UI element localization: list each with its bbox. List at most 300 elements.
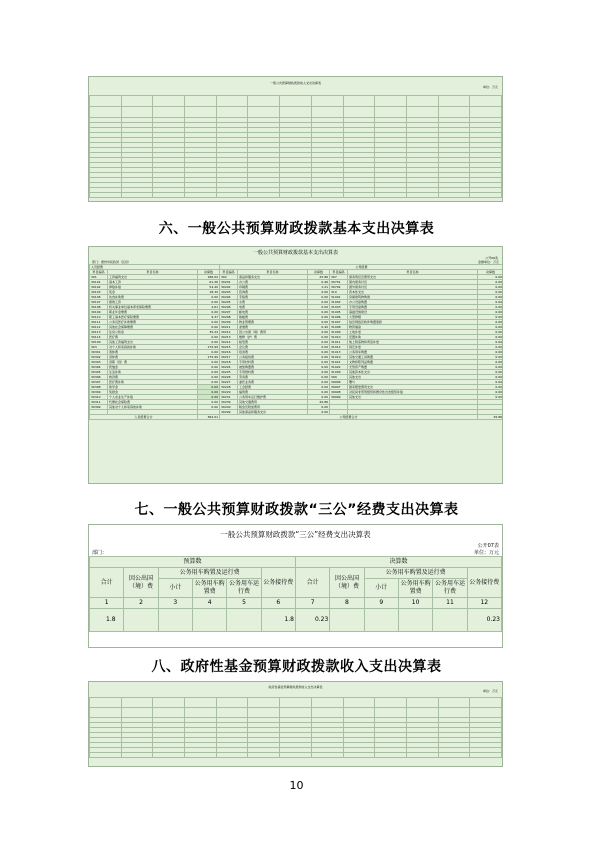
table2-personnel-cell: 公务员医疗补助缴费 <box>108 320 198 325</box>
table2-public-mid-cell: 0.40 <box>308 325 330 330</box>
table2-public-right-cell: 310 <box>330 290 348 295</box>
table2-public-right-cell: 31099 <box>330 370 348 375</box>
table3-col-number: 1 <box>90 598 124 609</box>
table2-personnel-cell: 津贴补贴 <box>108 285 198 290</box>
table2-personnel-cell: 303 <box>90 345 108 350</box>
table2-personnel-cell: 18.30 <box>198 290 220 295</box>
table2-personnel-cell: 30306 <box>90 375 108 380</box>
table2-personnel-cell: 30303 <box>90 360 108 365</box>
table2-public-right-cell: 基础设施建设 <box>348 310 478 315</box>
table2-public-mid-cell: 0.00 <box>308 350 330 355</box>
table2-public-mid-cell: 公务用车运行维护费 <box>238 395 308 400</box>
table2-public-mid-cell: 30239 <box>220 400 238 405</box>
table2-public-right-cell: 31002 <box>330 300 348 305</box>
table3-grid <box>89 556 502 632</box>
table2-public-mid-cell: 税金及附加费用 <box>238 405 308 410</box>
table2-personnel-cell: 30301 <box>90 350 108 355</box>
table2-public-right-cell: 39908 <box>330 390 348 395</box>
table2-public-right-cell: 31012 <box>330 345 348 350</box>
table2-public-mid-cell: 租赁费 <box>238 340 308 345</box>
table2-personnel-cell: 职工基本医疗保险缴费 <box>108 315 198 320</box>
table2-header-cell: 科目名称 <box>348 270 478 275</box>
table3-value-cell: 0.23 <box>295 609 329 632</box>
table3-col-number: 9 <box>364 598 398 609</box>
table2-public-mid-cell: 0.00 <box>308 395 330 400</box>
table2-personnel-cell: 30302 <box>90 355 108 360</box>
section-heading-6: 六、一般公共预算财政拨款基本支出决算表 <box>158 221 435 237</box>
table2-public-mid-cell: 物业管理费 <box>238 320 308 325</box>
table3-col-number: 4 <box>192 598 226 609</box>
table2-public-mid-cell: 其他交通费用 <box>238 400 308 405</box>
table2-public-mid-cell: 0.00 <box>308 405 330 410</box>
table2-public-mid-cell: 30201 <box>220 280 238 285</box>
table2-form-no: 公开06表 <box>485 256 498 260</box>
table3-col-reception: 公务接待费 <box>261 568 295 598</box>
table2-public-mid-cell: 30207 <box>220 310 238 315</box>
table2-public-mid-cell: 0.00 <box>308 385 330 390</box>
table2-public-right-cell: 土地补偿 <box>348 330 478 335</box>
table2-header-cell: 决算数 <box>308 270 330 275</box>
table2-public-mid-cell: 会议费 <box>238 345 308 350</box>
table2-personnel-cell: 基本工资 <box>108 280 198 285</box>
table2-public-mid-cell: 0.00 <box>308 320 330 325</box>
table3-group-budget: 预算数 <box>90 557 296 568</box>
table2-public-mid-cell: 30209 <box>220 320 238 325</box>
table2-public-mid-cell: 0.00 <box>308 370 330 375</box>
table2-public-right-cell: 安置补助 <box>348 335 478 340</box>
table2-personnel-cell: 对个人和家庭的补助 <box>108 345 198 350</box>
table2-personnel-cell: 0.00 <box>198 385 220 390</box>
table2-public-mid-cell: 30216 <box>220 350 238 355</box>
table3-value-cell <box>330 609 364 632</box>
table2-personnel-cell: 30111 <box>90 320 108 325</box>
table2-public-mid-cell: 咨询费 <box>238 290 308 295</box>
table2-personnel-cell: 0.00 <box>198 295 220 300</box>
table2-personnel-cell: 30110 <box>90 315 108 320</box>
table2-public-right-cell: 39906 <box>330 380 348 385</box>
table2-personnel-cell: 0.00 <box>198 365 220 370</box>
section-heading-7: 七、一般公共预算财政拨款“三公”经费支出决算表 <box>134 502 459 518</box>
table2-public-right-cell: 31001 <box>330 295 348 300</box>
table3-col-abroad: 因公出国（境）费 <box>124 568 158 598</box>
table2-public-mid-cell: 0.00 <box>308 345 330 350</box>
table2-public-right-cell: 其他交通工具购置 <box>348 355 478 360</box>
table2-public-mid-cell: 专用材料费 <box>238 360 308 365</box>
table2-public-right-cell: 0.00 <box>478 325 503 330</box>
table2-public-mid-cell: 30205 <box>220 300 238 305</box>
table2-personnel-cell: 救济费 <box>108 375 198 380</box>
table2-personnel-cell: 30102 <box>90 285 108 290</box>
table3-col-vehicle-run-final: 公务用车运行费 <box>433 579 467 598</box>
table2-public-mid-cell: 0.00 <box>308 330 330 335</box>
table2-header-cell: 科目名称 <box>108 270 198 275</box>
table2-public-right-cell: 399 <box>330 375 348 380</box>
table3-col-total: 合计 <box>90 568 124 598</box>
table2-grid <box>89 264 503 420</box>
table3-value-cell <box>433 609 467 632</box>
table2-public-right-cell: 31005 <box>330 310 348 315</box>
table2-personnel-cell: 其他社会保障缴费 <box>108 325 198 330</box>
table2-personnel-cell: 医疗费 <box>108 335 198 340</box>
table3-col-number: 8 <box>330 598 364 609</box>
table2-personnel-cell: 0.00 <box>198 335 220 340</box>
table2-personnel-cell: 助学金 <box>108 385 198 390</box>
table2-personnel-cell: 30310 <box>90 395 108 400</box>
table2-public-mid-cell: 维修（护）费 <box>238 335 308 340</box>
table2-personnel-cell: 35.24 <box>198 330 220 335</box>
table2-personnel-cell: 30109 <box>90 310 108 315</box>
table2-personnel-cell: 0.00 <box>198 390 220 395</box>
table2-public-mid-cell: 20.86 <box>308 400 330 405</box>
table2-public-right-cell: 30702 <box>330 285 348 290</box>
table2-public-mid-cell: 0.00 <box>308 380 330 385</box>
table2-header-cell: 科目名称 <box>238 270 308 275</box>
table2-header-cell: 决算数 <box>198 270 220 275</box>
table3-dept: 部门： <box>92 550 108 556</box>
table3-value-cell: 0.23 <box>467 609 501 632</box>
table2-public-right-cell: 31021 <box>330 360 348 365</box>
table2-public-right-cell: 307 <box>330 275 348 280</box>
table3-col-number: 6 <box>261 598 295 609</box>
table2-public-mid-cell: 0.00 <box>308 305 330 310</box>
table2-personnel-cell: 绩效工资 <box>108 300 198 305</box>
table2-public-mid-cell: 30214 <box>220 340 238 345</box>
table2-public-right-cell: 其他资本性支出 <box>348 370 478 375</box>
table2-public-right-cell: 31013 <box>330 350 348 355</box>
table2-public-mid-cell: 0.00 <box>308 390 330 395</box>
table2-public-right-cell: 31019 <box>330 355 348 360</box>
table2-header-cell: 科目编码 <box>330 270 348 275</box>
table2-personnel-cell: 退休费 <box>108 355 198 360</box>
table2-public-mid-cell: 因公出国（境）费用 <box>238 330 308 335</box>
table2-public-right-cell: 赠与 <box>348 380 478 385</box>
table2-personnel-cell: 30106 <box>90 295 108 300</box>
table2-public-mid-cell: 手续费 <box>238 295 308 300</box>
table2-personnel-cell: 其他工资福利支出 <box>108 340 198 345</box>
table2-public-right-cell: 无形资产购置 <box>348 365 478 370</box>
table2-public-right-cell: 办公设备购置 <box>348 300 478 305</box>
table2-public-right-cell: 0.00 <box>478 395 503 400</box>
table2-public-mid-cell: 30217 <box>220 355 238 360</box>
table2-public-mid-cell: 0.00 <box>308 310 330 315</box>
table2-public-right-cell: 0.00 <box>478 365 503 370</box>
table2-personnel-cell: 54.40 <box>198 285 220 290</box>
table2-public-mid-cell: 委托业务费 <box>238 380 308 385</box>
table2-public-right-cell: 资本性支出 <box>348 290 478 295</box>
table2-public-mid-cell: 差旅费 <box>238 325 308 330</box>
table2-public-right-cell: 0.00 <box>478 315 503 320</box>
table2-basic-expenditure <box>88 246 503 484</box>
table2-public-right-cell: 0.00 <box>478 370 503 375</box>
table2-personnel-cell: 生活补助 <box>108 370 198 375</box>
table2-public-mid-cell: 水费 <box>238 300 308 305</box>
table3-value-cell <box>192 609 226 632</box>
table3-col-abroad-final: 因公出国（境）费 <box>330 568 364 598</box>
table2-personnel-cell: 0.00 <box>198 325 220 330</box>
table2-personnel-cell: 30103 <box>90 290 108 295</box>
table2-public-mid-cell: 30203 <box>220 290 238 295</box>
table2-public-mid-cell: 其他商品和服务支出 <box>238 410 308 415</box>
table2-public-mid-cell: 30202 <box>220 285 238 290</box>
table2-public-right-cell: 0.00 <box>478 345 503 350</box>
table2-personnel-cell: 30307 <box>90 380 108 385</box>
table2-public-right-cell: 0.00 <box>478 290 503 295</box>
table2-personnel-cell: 2.61 <box>198 305 220 310</box>
table2-public-mid-cell: 30218 <box>220 360 238 365</box>
table2-public-right-cell: 0.00 <box>478 300 503 305</box>
table2-public-mid-cell: 30226 <box>220 375 238 380</box>
table2-public-right-cell: 31011 <box>330 340 348 345</box>
table2-unit: 金额单位：万元 <box>477 260 499 264</box>
table2-personnel-cell: 奖金 <box>108 290 198 295</box>
table2-public-mid-cell: 福利费 <box>238 390 308 395</box>
table2-personnel-cell: 退职（役）费 <box>108 360 198 365</box>
table2-personnel-cell: 个人农业生产补贴 <box>108 395 198 400</box>
table2-public-right-cell: 0.00 <box>478 275 503 280</box>
table2-personnel-cell: 0.00 <box>198 350 220 355</box>
table2-public-mid-cell: 0.00 <box>308 295 330 300</box>
table3-unit: 单位：万元 <box>473 550 499 556</box>
table2-public-right-cell: 0.00 <box>478 310 503 315</box>
table1-grid <box>89 95 502 198</box>
table3-value-cell <box>158 609 192 632</box>
table2-public-right-cell: 31010 <box>330 335 348 340</box>
table2-personnel-total-label: 人员经费合计 <box>90 415 198 420</box>
table2-public-total-label: 公用经费合计 <box>220 415 478 420</box>
table2-public-mid-cell: 0.00 <box>308 335 330 340</box>
table2-public-right-cell: 国内债务付息 <box>348 280 478 285</box>
table3-col-number: 5 <box>227 598 261 609</box>
table2-public-mid-cell: 0.00 <box>308 290 330 295</box>
table2-public-right-cell: 31022 <box>330 365 348 370</box>
table2-public-mid-cell: 0.00 <box>308 365 330 370</box>
table3-col-number: 12 <box>467 598 501 609</box>
table3-value-cell <box>227 609 261 632</box>
table2-personnel-cell: 30399 <box>90 405 108 410</box>
table2-public-mid-cell: 25.86 <box>308 275 330 280</box>
table2-public-mid-cell: 1.21 <box>308 285 330 290</box>
table2-public-mid-cell: 邮电费 <box>238 310 308 315</box>
table2-public-mid-cell: 30231 <box>220 395 238 400</box>
table2-public-right-cell: 0.00 <box>478 285 503 290</box>
table3-col-number: 10 <box>398 598 432 609</box>
table2-personnel-cell: 医疗费补助 <box>108 380 198 385</box>
table3-col-vehicle-buy-final: 公务用车购置费 <box>398 579 432 598</box>
table2-public-right-cell: 债务利息及费用支出 <box>348 275 478 280</box>
table2-personnel-cell: 30113 <box>90 330 108 335</box>
table2-public-mid-cell: 专用燃料费 <box>238 370 308 375</box>
table2-public-mid-cell: 30215 <box>220 345 238 350</box>
table3-col-reception-final: 公务接待费 <box>467 568 501 598</box>
table2-personnel-cell: 0.00 <box>198 320 220 325</box>
table2-public-mid-cell: 电费 <box>238 305 308 310</box>
table3-three-public-expenses <box>88 524 503 648</box>
table2-public-right-cell: 其他支出 <box>348 375 478 380</box>
table2-personnel-cell: 30114 <box>90 335 108 340</box>
table2-public-right-cell: 0.00 <box>478 390 503 395</box>
table2-personnel-cell: 伙食补助费 <box>108 295 198 300</box>
table2-public-right-cell: 物资储备 <box>348 325 478 330</box>
table2-public-right-cell: 0.00 <box>478 355 503 360</box>
table2-public-mid-cell: 30224 <box>220 365 238 370</box>
table4-unit: 单位：万元 <box>482 689 498 693</box>
table2-public-right-cell: 0.00 <box>478 360 503 365</box>
table2-personnel-cell: 0.00 <box>198 340 220 345</box>
page-number: 10 <box>289 779 304 792</box>
table3-group-final: 决算数 <box>295 557 501 568</box>
table2-public-right-cell: 0.00 <box>478 350 503 355</box>
table2-public-mid-cell: 0.00 <box>308 375 330 380</box>
table2-personnel-cell: 离休费 <box>108 350 198 355</box>
table2-personnel-cell: 9.37 <box>198 315 220 320</box>
table2-public-mid-cell: 0.00 <box>308 410 330 415</box>
table2-public-right-cell: 31008 <box>330 325 348 330</box>
table2-public-mid-cell: 30213 <box>220 335 238 340</box>
table2-public-mid-cell: 30228 <box>220 385 238 390</box>
table2-public-mid-cell: 0.00 <box>308 340 330 345</box>
table3-title: 一般公共预算财政拨款“三公”经费支出决算表 <box>220 530 371 539</box>
table2-public-mid-cell: 培训费 <box>238 350 308 355</box>
table3-value-cell <box>364 609 398 632</box>
table2-title: 一般公共预算财政拨款基本支出决算表 <box>252 250 338 256</box>
table2-public-mid-cell: 30227 <box>220 380 238 385</box>
table2-personnel-cell: 机关事业单位基本养老保险缴费 <box>108 305 198 310</box>
table1-unit: 单位：万元 <box>482 85 498 89</box>
table2-public-mid-cell: 劳务费 <box>238 375 308 380</box>
table2-public-mid-cell: 30212 <box>220 330 238 335</box>
table2-public-right-cell: 31006 <box>330 315 348 320</box>
table2-personnel-cell: 30199 <box>90 340 108 345</box>
table2-public-mid-cell: 0.00 <box>308 355 330 360</box>
table2-public-mid-cell: 0.00 <box>308 360 330 365</box>
table2-public-right-cell: 0.00 <box>478 335 503 340</box>
table2-personnel-cell: 住房公积金 <box>108 330 198 335</box>
table2-personnel-cell: 175.99 <box>198 345 220 350</box>
table2-public-mid-cell: 公务接待费 <box>238 355 308 360</box>
table2-personnel-cell: 0.00 <box>198 375 220 380</box>
table3-col-number: 3 <box>158 598 192 609</box>
table3-col-subtotal-final: 小计 <box>364 579 398 598</box>
table4-fund-budget <box>88 681 503 767</box>
table2-personnel-cell: 0.00 <box>198 400 220 405</box>
table2-personnel-cell: 代缴社会保险费 <box>108 400 198 405</box>
table2-public-mid-cell: 30211 <box>220 325 238 330</box>
table2-personnel-cell: 30112 <box>90 325 108 330</box>
table2-public-mid-cell: 办公费 <box>238 280 308 285</box>
table2-personnel-cell: 0.00 <box>198 405 220 410</box>
table2-public-mid-cell: 30208 <box>220 315 238 320</box>
table2-public-right-cell: 拆迁补偿 <box>348 345 478 350</box>
table1-title: 一般公共预算财政拨款收入支出决算表 <box>269 81 321 85</box>
table2-personnel-cell: 30108 <box>90 305 108 310</box>
table2-personnel-cell: 其他对个人和家庭的补助 <box>108 405 198 410</box>
table2-public-mid-cell: 商品和服务支出 <box>238 275 308 280</box>
table2-personnel-cell: 30309 <box>90 390 108 395</box>
table2-section-personnel: 人员经费 <box>90 265 220 270</box>
table2-public-mid-cell: 30299 <box>220 410 238 415</box>
table4-title: 政府性基金预算财政拨款收入支出决算表 <box>268 685 323 689</box>
table3-col-vehicle-group: 公务用车购置及运行费 <box>158 568 261 579</box>
table2-public-mid-cell: 取暖费 <box>238 315 308 320</box>
table3-value-cell <box>398 609 432 632</box>
table2-public-right-cell: 31003 <box>330 305 348 310</box>
table2-public-right-cell: 0.00 <box>478 375 503 380</box>
section-heading-8: 八、政府性基金预算财政拨款收入支出决算表 <box>151 659 442 675</box>
table2-public-right-cell: 0.00 <box>478 280 503 285</box>
table2-personnel-cell: 30305 <box>90 370 108 375</box>
table2-public-right-cell: 0.00 <box>478 305 503 310</box>
table2-public-right-cell: 公务用车购置 <box>348 350 478 355</box>
table3-col-vehicle-run: 公务用车运行费 <box>227 579 261 598</box>
table2-public-mid-cell: 工会经费 <box>238 385 308 390</box>
table3-value-cell: 1.8 <box>261 609 295 632</box>
table3-col-subtotal: 小计 <box>158 579 192 598</box>
table2-public-right-cell: 房屋建筑物购建 <box>348 295 478 300</box>
table2-personnel-cell: 0.00 <box>198 370 220 375</box>
table2-personnel-cell: 0.00 <box>198 380 220 385</box>
table1-image <box>88 76 503 202</box>
table2-personnel-cell: 30304 <box>90 365 108 370</box>
table2-personnel-cell: 职业年金缴费 <box>108 310 198 315</box>
table2-public-mid-cell: 印刷费 <box>238 285 308 290</box>
table2-public-mid-cell: 0.00 <box>308 300 330 305</box>
table2-personnel-cell: 30311 <box>90 400 108 405</box>
table2-public-right-cell: 文物和陈列品购置 <box>348 360 478 365</box>
table2-public-right-cell: 0.00 <box>478 330 503 335</box>
table2-public-right-cell: 0.00 <box>478 295 503 300</box>
table2-public-right-cell: 地上附着物和青苗补偿 <box>348 340 478 345</box>
table2-personnel-total-value: 362.01 <box>198 415 220 420</box>
table2-public-mid-cell: 0.46 <box>308 280 330 285</box>
table2-personnel-cell: 30101 <box>90 280 108 285</box>
table3-form-no: 公开07表 <box>477 543 499 549</box>
table2-personnel-cell: 工资福利支出 <box>108 275 198 280</box>
table2-personnel-cell: 30308 <box>90 385 108 390</box>
table2-personnel-cell: 175.99 <box>198 355 220 360</box>
table2-public-right-cell: 31007 <box>330 320 348 325</box>
table2-public-mid-cell: 30204 <box>220 295 238 300</box>
table2-public-right-cell: 对民间非营利组织和群众性自治组织补贴 <box>348 390 478 395</box>
table2-public-right-cell: 国家赔偿费用支出 <box>348 385 478 390</box>
table2-public-right-cell: 其他支出 <box>348 395 478 400</box>
table2-public-right-cell: 0.00 <box>478 340 503 345</box>
table2-public-right-cell: 31009 <box>330 330 348 335</box>
table2-public-right-cell: 39999 <box>330 395 348 400</box>
table2-header-cell: 决算数 <box>478 270 503 275</box>
table2-public-mid-cell: 被装购置费 <box>238 365 308 370</box>
table2-header-cell: 科目编码 <box>90 270 108 275</box>
table2-public-mid-cell: 302 <box>220 275 238 280</box>
table2-public-mid-cell: 30225 <box>220 370 238 375</box>
table2-personnel-cell: 抚恤金 <box>108 365 198 370</box>
table2-personnel-cell: 0.00 <box>198 395 220 400</box>
table2-org: 部门：惠州市民政局（区县） <box>92 260 132 264</box>
table3-col-number: 11 <box>433 598 467 609</box>
table2-public-right-cell: 信息网络及软件购置更新 <box>348 320 478 325</box>
table2-public-mid-cell: 30229 <box>220 390 238 395</box>
table2-personnel-cell: 186.02 <box>198 275 220 280</box>
table2-personnel-cell: 30107 <box>90 300 108 305</box>
table2-public-right-cell: 大型修缮 <box>348 315 478 320</box>
table3-value-cell <box>124 609 158 632</box>
table3-col-vehicle-group-final: 公务用车购置及运行费 <box>364 568 467 579</box>
table2-personnel-cell: 301 <box>90 275 108 280</box>
table2-public-right-cell: 专用设备购置 <box>348 305 478 310</box>
table2-personnel-cell: 61.26 <box>198 280 220 285</box>
table2-personnel-cell: 奖励金 <box>108 390 198 395</box>
table2-section-public: 公用经费 <box>220 265 503 270</box>
table3-col-number: 2 <box>124 598 158 609</box>
